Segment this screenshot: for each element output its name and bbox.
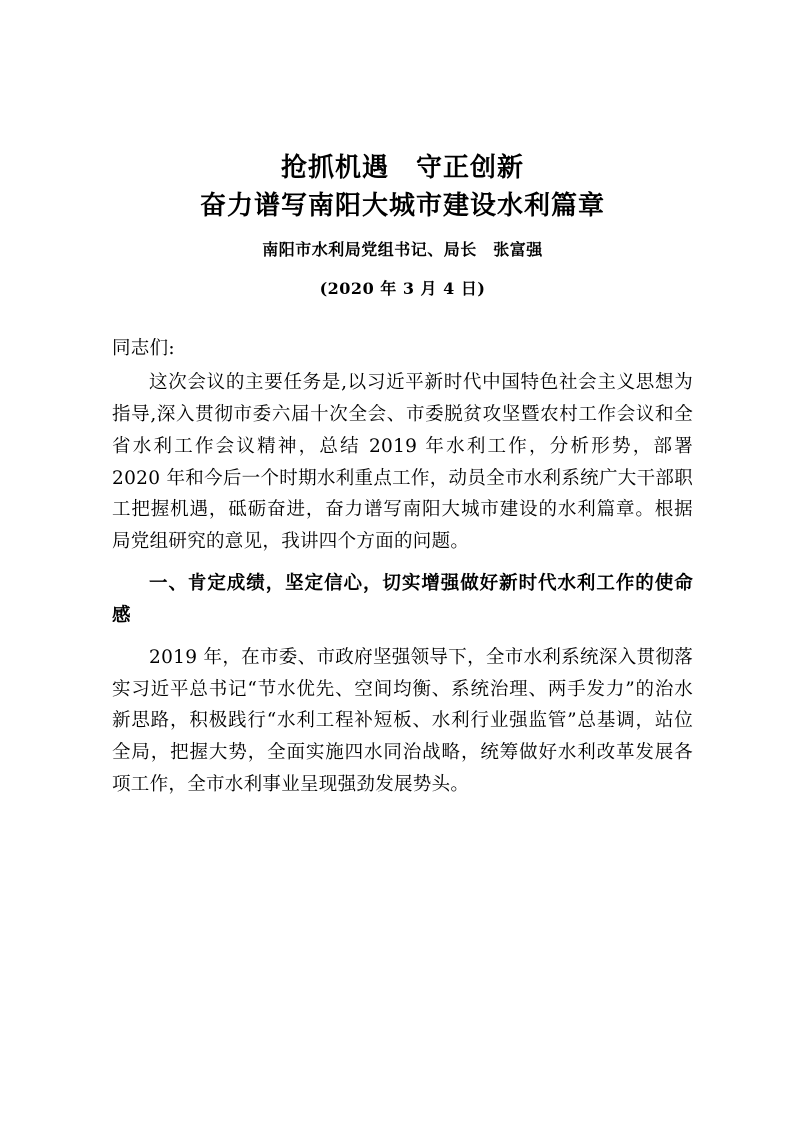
byline: 南阳市水利局党组书记、局长 张富强	[262, 240, 543, 260]
section-heading-1: 一、肯定成绩，坚定信心，切实增强做好新时代水利工作的使命感	[112, 573, 693, 626]
section-paragraph-1: 2019 年，在市委、市政府坚强领导下，全市水利系统深入贯彻落实习近平总书记“节水优先、空间均衡、系统治理、两手发力”的治水新思路，积极践行“水利工程补短板、水利行业强监管”总基调，站位全局，把握大势，全面实施四水同治战略，统筹做好水利改革发展各项工作，全市水利事业呈现强劲发展势头。	[112, 646, 693, 795]
page-title	[112, 150, 693, 225]
dateline: (2020 年 3 月 4 日)	[319, 279, 486, 299]
title-line-1: 抢抓机遇 守正创新	[280, 153, 524, 183]
salutation: 同志们:	[112, 338, 175, 360]
paragraph-intro: 这次会议的主要任务是,以习近平新时代中国特色社会主义思想为指导,深入贯彻市委六届十次全会、市委脱贫攻坚暨农村工作会议和全省水利工作会议精神，总结 2019 年水利工作，分析形势，部署 2020 年和今后一个时期水利重点工作，动员全市水利系统广大干部职工把握机遇，砥砺奋进，奋力谱写南阳大城市建设的水利篇章。根据局党组研究的意见，我讲四个方面的问题。	[112, 372, 693, 553]
title-line-2: 奋力谱写南阳大城市建设水利篇章	[199, 190, 605, 221]
document-body	[112, 333, 693, 800]
